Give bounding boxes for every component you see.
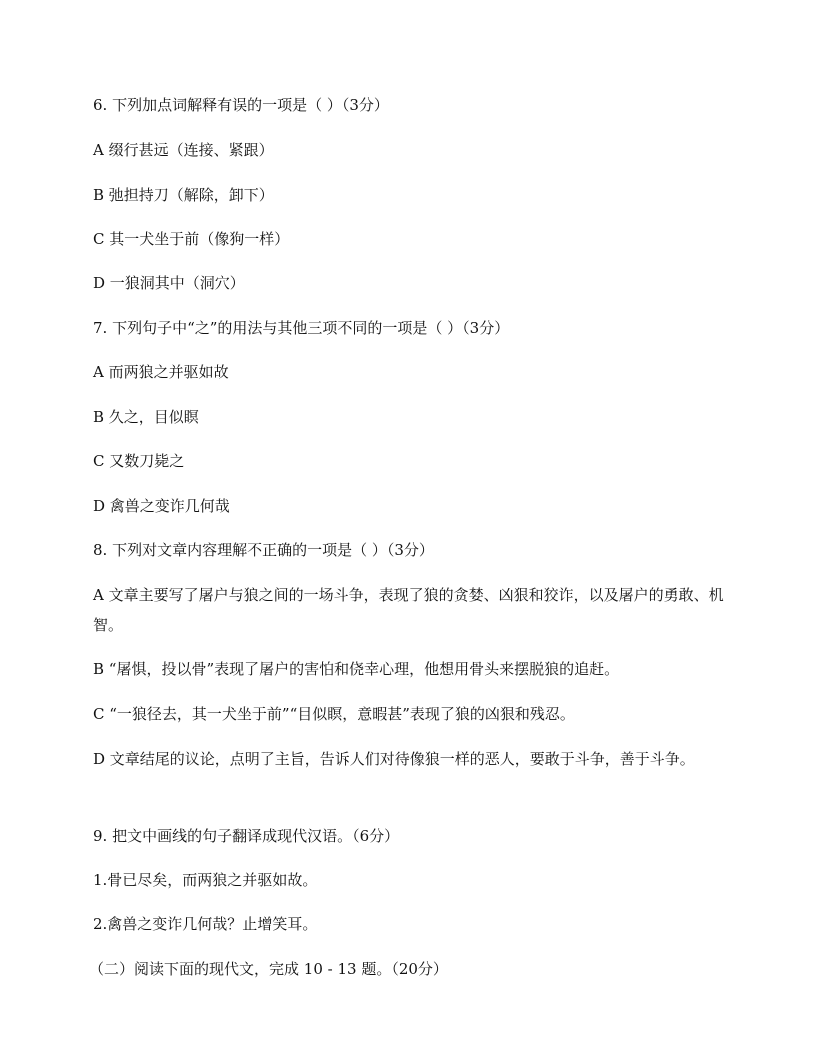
question-8-stem: 8. 下列对文章内容理解不正确的一项是（ ）（3分） (93, 541, 434, 559)
question-7-option-d: D 禽兽之变诈几何哉 (93, 497, 230, 515)
question-7-stem: 7. 下列句子中“之”的用法与其他三项不同的一项是（ ）（3分） (93, 319, 510, 337)
question-8-option-c: C “一狼径去，其一犬坐于前”“目似瞑，意暇甚”表现了狼的凶狠和残忍。 (93, 705, 575, 723)
question-6-option-b: B 弛担持刀（解除，卸下） (93, 186, 274, 204)
question-6-option-a: A 缀行甚远（连接、紧跟） (93, 141, 274, 159)
question-8-option-a: A 文章主要写了屠户与狼之间的一场斗争，表现了狼的贪婪、凶狠和狡诈，以及屠户的勇敢、机智。 (93, 586, 724, 634)
question-7-option-b: B 久之，目似瞑 (93, 408, 199, 426)
question-8-option-d: D 文章结尾的议论，点明了主旨，告诉人们对待像狼一样的恶人，要敢于斗争，善于斗争。 (93, 750, 695, 768)
question-6-option-d: D 一狼洞其中（洞穴） (93, 274, 245, 292)
question-9-item-2: 2.禽兽之变诈几何哉？止增笑耳。 (93, 915, 318, 933)
question-9-item-1: 1.骨已尽矣，而两狼之并驱如故。 (93, 871, 318, 889)
question-9-stem: 9. 把文中画线的句子翻译成现代汉语。（6分） (93, 827, 400, 845)
question-8-option-b: B “屠惧，投以骨”表现了屠户的害怕和侥幸心理，他想用骨头来摆脱狼的追赶。 (93, 660, 620, 678)
question-6-option-c: C 其一犬坐于前（像狗一样） (93, 230, 290, 248)
question-7-option-a: A 而两狼之并驱如故 (93, 363, 229, 381)
section-2-heading: （二）阅读下面的现代文，完成 10 - 13 题。（20分） (89, 960, 448, 978)
question-6-stem: 6. 下列加点词解释有误的一项是（ ）（3分） (93, 96, 389, 114)
question-7-option-c: C 又数刀毙之 (93, 452, 185, 470)
